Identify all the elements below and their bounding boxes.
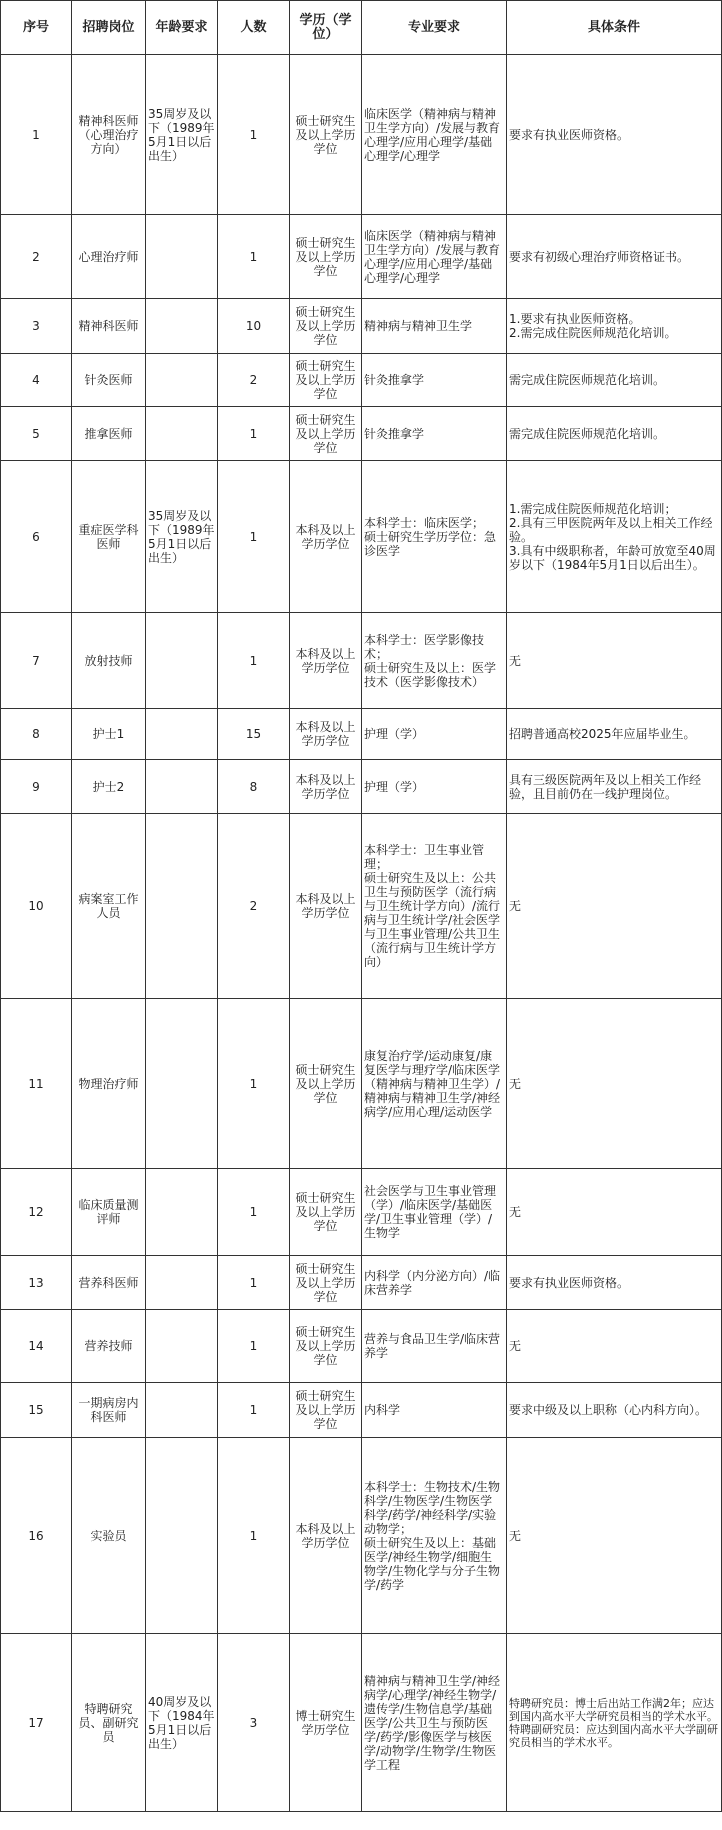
cell-count: 2 <box>218 354 290 407</box>
table-row <box>1 760 722 814</box>
cell-education: 硕士研究生及以上学历学位 <box>290 999 362 1169</box>
table-row <box>1 354 722 407</box>
cell-education: 本科及以上学历学位 <box>290 760 362 814</box>
cell-education: 硕士研究生及以上学历学位 <box>290 407 362 461</box>
cell-count: 1 <box>218 1438 290 1634</box>
cell-post: 推拿医师 <box>72 407 146 461</box>
cell-count: 10 <box>218 299 290 354</box>
cell-post: 精神科医师 <box>72 299 146 354</box>
cell-major: 精神病与精神卫生学 <box>362 299 507 354</box>
header-major: 专业要求 <box>362 1 507 55</box>
cell-major: 营养与食品卫生学/临床营养学 <box>362 1310 507 1383</box>
cell-no: 17 <box>1 1634 72 1812</box>
cell-post: 放射技师 <box>72 613 146 709</box>
cell-no: 1 <box>1 55 72 215</box>
cell-major: 社会医学与卫生事业管理（学）/临床医学/基础医学/卫生事业管理（学）/生物学 <box>362 1169 507 1256</box>
cell-count: 8 <box>218 760 290 814</box>
cell-conditions: 无 <box>507 1310 722 1383</box>
cell-count: 1 <box>218 999 290 1169</box>
cell-major: 本科学士：卫生事业管理； 硕士研究生及以上：公共卫生与预防医学（流行病与卫生统计学方向）/流行病与卫生统计学/社会医学与卫生事业管理/公共卫生（流行病与卫生统计学方向） <box>362 814 507 999</box>
cell-conditions: 1.需完成住院医师规范化培训； 2.具有三甲医院两年及以上相关工作经验。 3.具有中级职称者，年龄可放宽至40周岁以下（1984年5月1日以后出生）。 <box>507 461 722 613</box>
cell-no: 7 <box>1 613 72 709</box>
cell-conditions: 无 <box>507 1438 722 1634</box>
table-row <box>1 814 722 999</box>
cell-conditions: 要求有执业医师资格。 <box>507 1256 722 1310</box>
cell-no: 8 <box>1 709 72 760</box>
cell-major: 护理（学） <box>362 760 507 814</box>
header-count: 人数 <box>218 1 290 55</box>
cell-education: 硕士研究生及以上学历学位 <box>290 55 362 215</box>
cell-no: 5 <box>1 407 72 461</box>
table-header-row <box>1 1 722 55</box>
cell-post: 针灸医师 <box>72 354 146 407</box>
cell-major: 精神病与精神卫生学/神经病学/心理学/神经生物学/遗传学/生物信息学/基础医学/公共卫生与预防医学/药学/影像医学与核医学/动物学/生物学/生物医学工程 <box>362 1634 507 1812</box>
cell-no: 6 <box>1 461 72 613</box>
cell-no: 4 <box>1 354 72 407</box>
cell-count: 1 <box>218 407 290 461</box>
cell-post: 营养科医师 <box>72 1256 146 1310</box>
cell-education: 硕士研究生及以上学历学位 <box>290 1310 362 1383</box>
cell-post: 营养技师 <box>72 1310 146 1383</box>
cell-conditions: 需完成住院医师规范化培训。 <box>507 407 722 461</box>
table-row <box>1 1634 722 1812</box>
cell-post: 重症医学科医师 <box>72 461 146 613</box>
table-row <box>1 999 722 1169</box>
cell-no: 14 <box>1 1310 72 1383</box>
cell-age <box>146 1438 218 1634</box>
table-row <box>1 461 722 613</box>
cell-post: 病案室工作人员 <box>72 814 146 999</box>
header-education: 学历（学位） <box>290 1 362 55</box>
cell-count: 1 <box>218 613 290 709</box>
cell-major: 康复治疗学/运动康复/康复医学与理疗学/临床医学（精神病与精神卫生学）/精神病与精神卫生学/神经病学/应用心理/运动医学 <box>362 999 507 1169</box>
cell-conditions: 无 <box>507 814 722 999</box>
table-row <box>1 1383 722 1438</box>
cell-age <box>146 613 218 709</box>
cell-education: 硕士研究生及以上学历学位 <box>290 1256 362 1310</box>
cell-major: 护理（学） <box>362 709 507 760</box>
cell-education: 硕士研究生及以上学历学位 <box>290 299 362 354</box>
cell-major: 针灸推拿学 <box>362 407 507 461</box>
cell-age <box>146 709 218 760</box>
table-row <box>1 1256 722 1310</box>
cell-count: 2 <box>218 814 290 999</box>
cell-no: 9 <box>1 760 72 814</box>
cell-count: 1 <box>218 1310 290 1383</box>
cell-conditions: 无 <box>507 999 722 1169</box>
cell-age <box>146 1169 218 1256</box>
table-row <box>1 709 722 760</box>
cell-education: 本科及以上学历学位 <box>290 814 362 999</box>
cell-age <box>146 407 218 461</box>
cell-no: 13 <box>1 1256 72 1310</box>
cell-education: 硕士研究生及以上学历学位 <box>290 1383 362 1438</box>
table-row <box>1 215 722 299</box>
table-row <box>1 299 722 354</box>
table-row <box>1 613 722 709</box>
cell-count: 1 <box>218 1169 290 1256</box>
cell-age: 40周岁及以下（1984年5月1日以后出生） <box>146 1634 218 1812</box>
cell-conditions: 1.要求有执业医师资格。 2.需完成住院医师规范化培训。 <box>507 299 722 354</box>
header-no: 序号 <box>1 1 72 55</box>
cell-post: 护士2 <box>72 760 146 814</box>
cell-major: 针灸推拿学 <box>362 354 507 407</box>
cell-education: 本科及以上学历学位 <box>290 709 362 760</box>
cell-major: 内科学 <box>362 1383 507 1438</box>
cell-post: 物理治疗师 <box>72 999 146 1169</box>
cell-age <box>146 215 218 299</box>
cell-count: 1 <box>218 1383 290 1438</box>
cell-conditions: 需完成住院医师规范化培训。 <box>507 354 722 407</box>
cell-count: 1 <box>218 215 290 299</box>
cell-count: 1 <box>218 461 290 613</box>
table-row <box>1 55 722 215</box>
cell-age <box>146 814 218 999</box>
cell-count: 1 <box>218 55 290 215</box>
cell-no: 10 <box>1 814 72 999</box>
cell-post: 一期病房内科医师 <box>72 1383 146 1438</box>
cell-post: 护士1 <box>72 709 146 760</box>
cell-major: 本科学士：临床医学； 硕士研究生学历学位：急诊医学 <box>362 461 507 613</box>
cell-age: 35周岁及以下（1989年5月1日以后出生） <box>146 461 218 613</box>
cell-conditions: 招聘普通高校2025年应届毕业生。 <box>507 709 722 760</box>
cell-education: 本科及以上学历学位 <box>290 1438 362 1634</box>
table-row <box>1 1169 722 1256</box>
cell-education: 硕士研究生及以上学历学位 <box>290 1169 362 1256</box>
cell-major: 内科学（内分泌方向）/临床营养学 <box>362 1256 507 1310</box>
header-post: 招聘岗位 <box>72 1 146 55</box>
cell-count: 15 <box>218 709 290 760</box>
cell-conditions: 要求中级及以上职称（心内科方向）。 <box>507 1383 722 1438</box>
cell-conditions: 具有三级医院两年及以上相关工作经验，且目前仍在一线护理岗位。 <box>507 760 722 814</box>
cell-education: 本科及以上学历学位 <box>290 613 362 709</box>
cell-conditions: 要求有初级心理治疗师资格证书。 <box>507 215 722 299</box>
cell-no: 2 <box>1 215 72 299</box>
cell-no: 12 <box>1 1169 72 1256</box>
cell-age <box>146 1310 218 1383</box>
cell-post: 实验员 <box>72 1438 146 1634</box>
cell-major: 本科学士：医学影像技术； 硕士研究生及以上：医学技术（医学影像技术） <box>362 613 507 709</box>
cell-age <box>146 1256 218 1310</box>
table-row <box>1 1438 722 1634</box>
cell-education: 硕士研究生及以上学历学位 <box>290 215 362 299</box>
cell-count: 3 <box>218 1634 290 1812</box>
cell-age: 35周岁及以下（1989年5月1日以后出生） <box>146 55 218 215</box>
cell-major: 临床医学（精神病与精神卫生学方向）/发展与教育心理学/应用心理学/基础心理学/心理学 <box>362 215 507 299</box>
cell-major: 本科学士：生物技术/生物科学/生物医学/生物医学科学/药学/神经科学/实验动物学； 硕士研究生及以上：基础医学/神经生物学/细胞生物学/生物化学与分子生物学/药学 <box>362 1438 507 1634</box>
cell-no: 16 <box>1 1438 72 1634</box>
cell-post: 心理治疗师 <box>72 215 146 299</box>
table-row <box>1 1310 722 1383</box>
cell-conditions: 要求有执业医师资格。 <box>507 55 722 215</box>
cell-post: 精神科医师（心理治疗方向） <box>72 55 146 215</box>
cell-no: 3 <box>1 299 72 354</box>
cell-no: 15 <box>1 1383 72 1438</box>
cell-no: 11 <box>1 999 72 1169</box>
table-row <box>1 407 722 461</box>
cell-education: 硕士研究生及以上学历学位 <box>290 354 362 407</box>
cell-post: 特聘研究员、副研究员 <box>72 1634 146 1812</box>
cell-conditions: 特聘研究员：博士后出站工作满2年；应达到国内高水平大学研究员相当的学术水平。 特聘副研究员：应达到国内高水平大学副研究员相当的学术水平。 <box>507 1634 722 1812</box>
header-age: 年龄要求 <box>146 1 218 55</box>
cell-age <box>146 1383 218 1438</box>
cell-post: 临床质量测评师 <box>72 1169 146 1256</box>
cell-age <box>146 299 218 354</box>
cell-major: 临床医学（精神病与精神卫生学方向）/发展与教育心理学/应用心理学/基础心理学/心理学 <box>362 55 507 215</box>
cell-age <box>146 354 218 407</box>
cell-education: 博士研究生学历学位 <box>290 1634 362 1812</box>
cell-conditions: 无 <box>507 613 722 709</box>
header-conditions: 具体条件 <box>507 1 722 55</box>
cell-count: 1 <box>218 1256 290 1310</box>
cell-education: 本科及以上学历学位 <box>290 461 362 613</box>
cell-age <box>146 999 218 1169</box>
cell-conditions: 无 <box>507 1169 722 1256</box>
cell-age <box>146 760 218 814</box>
